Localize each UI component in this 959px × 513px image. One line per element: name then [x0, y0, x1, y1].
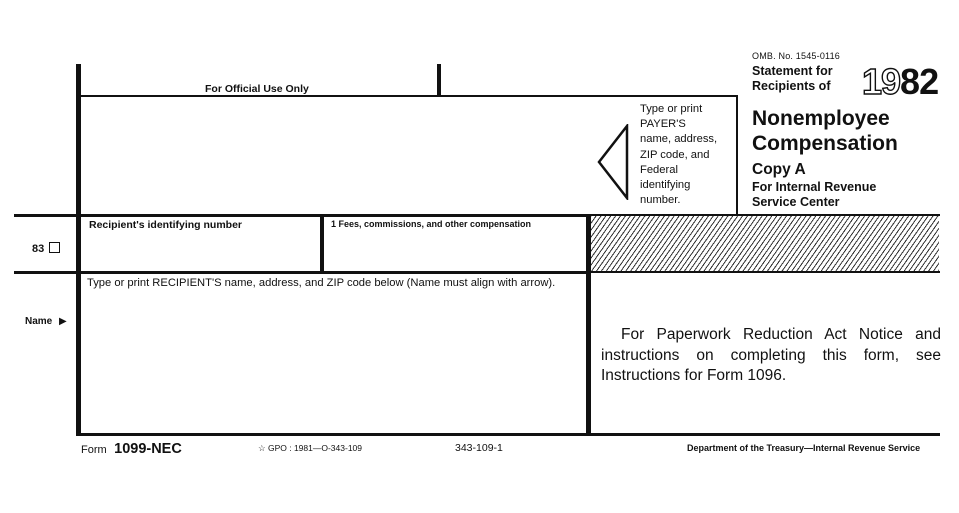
copy-for: [752, 180, 876, 210]
name-label-row: [25, 316, 67, 327]
bottom-rule: [76, 433, 940, 436]
copy-for-line-2: Service Center: [752, 195, 840, 209]
form-title-line-2: Compensation: [752, 132, 898, 155]
statement-for: [752, 64, 833, 94]
gpo-imprint: ☆ GPO : 1981—O-343-109: [258, 443, 363, 453]
tax-year: [862, 62, 938, 102]
form-title: [752, 106, 898, 156]
statement-line-1: Statement for: [752, 64, 833, 78]
checkbox-label: 83: [32, 243, 45, 255]
form-number: 1099-NEC: [114, 441, 182, 457]
top-header-line: [80, 95, 738, 97]
payer-instr-line-1: Type or print: [640, 103, 703, 115]
name-label: Name: [25, 316, 53, 327]
hatch-bottom-rule: [588, 271, 940, 273]
recipient-instructions: Type or print RECIPIENT'S name, address, and ZIP code below (Name must align with arrow).: [87, 277, 556, 289]
payer-instr-line-7: number.: [640, 194, 681, 207]
hatched-area: [591, 216, 939, 271]
recipient-id-label: Recipient's identifying number: [89, 219, 243, 231]
name-arrow-icon: ▶: [59, 316, 67, 327]
payer-instr-line-5: Federal: [640, 163, 678, 176]
payer-instr-line-2: PAYER'S: [640, 118, 686, 131]
payer-box-right-border: [736, 97, 738, 215]
recipient-top-rule: [14, 214, 590, 217]
void-checkbox[interactable]: [49, 242, 60, 253]
department-label: Department of the Treasury—Internal Revenue Service: [687, 443, 921, 453]
form-id: [81, 440, 182, 458]
stock-number: 343-109-1: [455, 442, 503, 454]
box1-label: 1 Fees, commissions, and other compensation: [331, 219, 532, 229]
paperwork-notice: For Paperwork Reduction Act Notice and instructions on completing this form, see Instructions for Form 1096.: [601, 326, 941, 384]
left-vertical-rule: [76, 64, 81, 436]
tax-year-suffix: 82: [900, 61, 939, 102]
statement-line-2: Recipients of: [752, 79, 831, 93]
omb-number: OMB. No. 1545-0116: [752, 51, 840, 61]
payer-arrow-icon: [596, 124, 630, 200]
official-use-divider: [437, 64, 441, 97]
payer-instr-line-4: ZIP code, and: [640, 148, 710, 161]
form-title-line-1: Nonemployee: [752, 107, 890, 130]
payer-instr-line-6: identifying: [640, 179, 691, 192]
form-word: Form: [81, 444, 107, 456]
void-checkbox-row: [32, 242, 60, 255]
official-use-label: For Official Use Only: [205, 83, 309, 95]
payer-instructions: [640, 102, 735, 208]
recipient-bottom-rule: [14, 271, 590, 274]
recipient-id-divider: [320, 216, 324, 273]
copy-for-line-1: For Internal Revenue: [752, 180, 877, 194]
payer-instr-line-3: name, address,: [640, 133, 718, 146]
tax-year-prefix: 19: [862, 61, 901, 102]
copy-a-label: Copy A: [752, 161, 806, 178]
